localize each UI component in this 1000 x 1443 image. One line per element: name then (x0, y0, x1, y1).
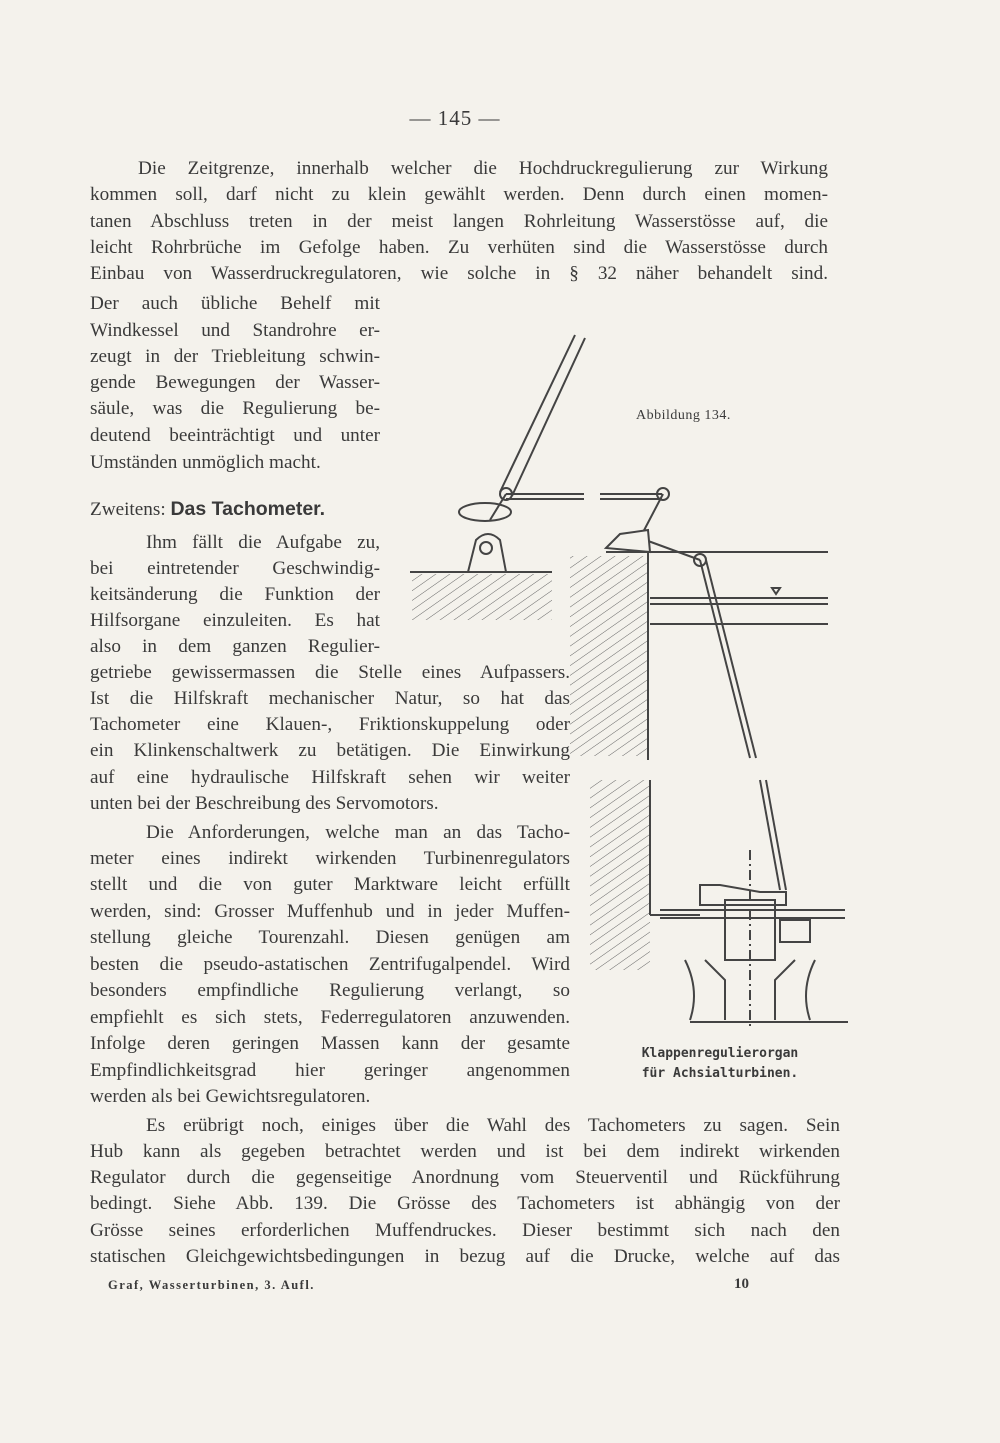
footer-signature: 10 (734, 1276, 749, 1292)
turbine-valve-lower (590, 780, 848, 1030)
section-title: Das Tachometer. (170, 498, 326, 520)
text-line: Regulator durch die gegenseitige Anordnung vom Steuerventil und Rückführung (90, 1167, 840, 1188)
text-line: unten bei der Beschreibung des Servomotors. (90, 793, 439, 814)
text-line: meter eines indirekt wirkenden Turbinenregulators (90, 848, 570, 869)
page-number: — 145 — (409, 106, 501, 130)
text-line: getriebe gewissermassen die Stelle eines Aufpassers. (90, 662, 570, 683)
text-line: besten die pseudo-astatischen Zentrifugalpendel. Wird (90, 954, 570, 975)
text-line: Die Anforderungen, welche man an das Tacho- (146, 822, 570, 843)
text-line: gende Bewegungen der Wasser- (90, 372, 380, 393)
section-prefix: Zweitens: (90, 499, 171, 520)
text-line: werden als bei Gewichtsregulatoren. (90, 1086, 371, 1107)
text-line: Hilfsorgane einzuleiten. Es hat (90, 610, 380, 631)
text-line: keitsänderung die Funktion der (90, 584, 380, 605)
text-line: bei eintretender Geschwindig- (90, 558, 380, 579)
text-line: stellung gleiche Tourenzahl. Diesen genügen am (90, 927, 570, 948)
text-line: tanen Abschluss treten in der meist langen Rohrleitung Wasserstösse auf, die (90, 211, 828, 232)
text-line: Empfindlichkeitsgrad hier geringer angenommen (90, 1060, 570, 1081)
text-line: stellt und die von guter Marktware leicht erfüllt (90, 874, 570, 895)
lever-mechanism-upper (410, 335, 828, 760)
text-line: Einbau von Wasserdruckregulatoren, wie solche in § 32 näher behandelt sind. (90, 263, 828, 284)
text-line: Grösse seines erforderlichen Muffendruckes. Dieser bestimmt sich nach den (90, 1220, 840, 1241)
text-line: Infolge deren geringen Massen kann der gesamte (90, 1033, 570, 1054)
figure-caption-line: Klappenregulierorgan (641, 1046, 799, 1061)
text-line: Tachometer eine Klauen-, Friktionskuppelung oder (90, 714, 570, 735)
text-line: ein Klinkenschaltwerk zu betätigen. Die Einwirkung (90, 740, 570, 761)
figure-caption-top: Abbildung 134. (636, 408, 731, 423)
text-line: empfiehlt es sich stets, Federregulatoren anzuwenden. (90, 1007, 570, 1028)
text-line: Hub kann als gegeben betrachtet werden und ist bei dem indirekt wirkenden (90, 1141, 840, 1162)
text-line: Es erübrigt noch, einiges über die Wahl des Tachometers zu sagen. Sein (146, 1115, 840, 1136)
text-line: Der auch übliche Behelf mit (90, 293, 380, 314)
text-line: werden, sind: Grosser Muffenhub und in jeder Muffen- (90, 901, 570, 922)
text-line: also in dem ganzen Regulier- (90, 636, 380, 657)
text-line: besonders empfindliche Regulierung verlangt, so (90, 980, 570, 1001)
figure-caption-line: für Achsialturbinen. (641, 1066, 799, 1081)
text-line: deutend beeinträchtigt und unter (90, 425, 380, 446)
text-line: Die Zeitgrenze, innerhalb welcher die Hochdruckregulierung zur Wirkung (138, 158, 828, 179)
figure-caption-bottom (610, 1044, 830, 1084)
text-line: bedingt. Siehe Abb. 139. Die Grösse des Tachometers ist abhängig von der (90, 1193, 840, 1214)
text-line: statischen Gleichgewichtsbedingungen in bezug auf die Drucke, welche auf das (90, 1246, 840, 1267)
text-line: Ist die Hilfskraft mechanischer Natur, so hat das (90, 688, 570, 709)
text-line: säule, was die Regulierung be- (90, 398, 380, 419)
text-line: kommen soll, darf nicht zu klein gewählt werden. Denn durch einen momen- (90, 184, 828, 205)
text-line: auf eine hydraulische Hilfskraft sehen wir weiter (90, 767, 570, 788)
text-line: Ihm fällt die Aufgabe zu, (146, 532, 380, 553)
text-line: Umständen unmöglich macht. (90, 452, 321, 473)
text-line: Windkessel und Standrohre er- (90, 320, 380, 341)
footer-citation: Graf, Wasserturbinen, 3. Aufl. (108, 1278, 315, 1292)
text-line: leicht Rohrbrüche im Gefolge haben. Zu verhüten sind die Wasserstösse durch (90, 237, 828, 258)
text-line: zeugt in der Triebleitung schwin- (90, 346, 380, 367)
